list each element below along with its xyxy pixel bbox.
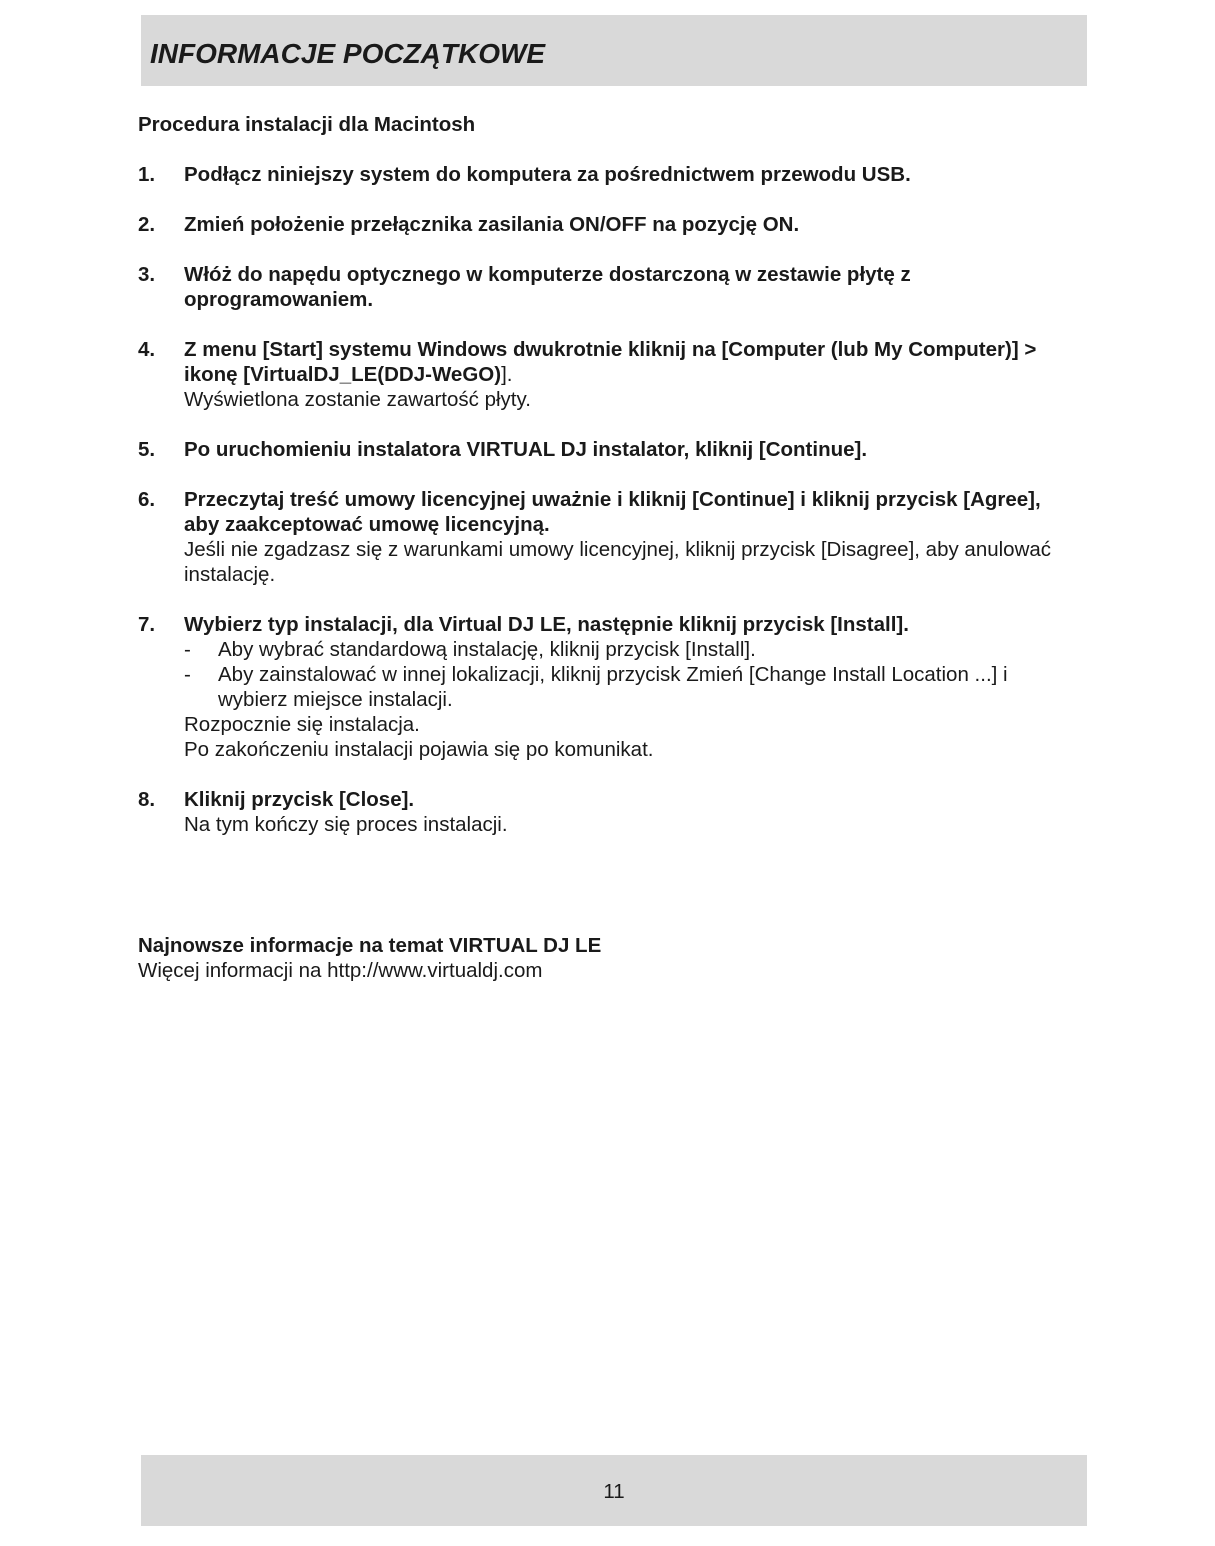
- step-instruction: Zmień położenie przełącznika zasilania ON/OFF na pozycję ON.: [184, 213, 800, 236]
- step-instruction-tail: ].: [501, 363, 513, 386]
- step-instruction: Włóż do napędu optycznego w komputerze dostarczoną w zestawie płytę z oprogramowaniem.: [184, 263, 911, 311]
- step-4: [138, 337, 1078, 412]
- step-instruction: Kliknij przycisk [Close].: [184, 788, 415, 811]
- step-body: [184, 437, 1078, 462]
- sub-item: [184, 662, 1078, 712]
- step-6: [138, 487, 1078, 587]
- step-number: 3.: [138, 263, 156, 286]
- step-body: [184, 337, 1078, 412]
- sub-item-dash: -: [184, 663, 191, 686]
- step-number: 7.: [138, 613, 156, 636]
- section-title: Procedura instalacji dla Macintosh: [138, 113, 476, 136]
- info-section: [138, 933, 1078, 983]
- step-note: Jeśli nie zgadzasz się z warunkami umowy licencyjnej, kliknij przycisk [Disagree], aby anulować instalację.: [184, 538, 1052, 586]
- step-instruction: Z menu [Start] systemu Windows dwukrotnie kliknij na [Computer (lub My Computer)] > ikonę [VirtualDJ_LE(DDJ-WeGO): [184, 338, 1037, 386]
- step-instruction: Przeczytaj treść umowy licencyjnej uważnie i kliknij [Continue] i kliknij przycisk [Agree], aby zaakceptować umowę licencyjną.: [184, 488, 1041, 536]
- step-note: Po zakończeniu instalacji pojawia się po komunikat.: [184, 738, 654, 761]
- step-number: 8.: [138, 788, 156, 811]
- step-5: [138, 437, 1078, 462]
- sub-item-text: Aby zainstalować w innej lokalizacji, kliknij przycisk Zmień [Change Install Location ...] i wybierz miejsce instalacji.: [218, 663, 1008, 711]
- step-body: [184, 262, 1078, 312]
- step-number: 1.: [138, 163, 156, 186]
- steps-list: [138, 162, 1078, 837]
- step-instruction-line: [184, 337, 1078, 387]
- header-bar: [141, 15, 1087, 86]
- step-number: 4.: [138, 338, 156, 361]
- step-note: Na tym kończy się proces instalacji.: [184, 813, 508, 836]
- step-7: [138, 612, 1078, 762]
- step-body: [184, 787, 1078, 837]
- step-number: 5.: [138, 438, 156, 461]
- sub-item: [184, 637, 1078, 662]
- step-body: [184, 212, 1078, 237]
- step-2: [138, 212, 1078, 237]
- step-note: Rozpocznie się instalacja.: [184, 713, 420, 736]
- page-number: 11: [603, 1480, 625, 1503]
- page-title: INFORMACJE POCZĄTKOWE: [150, 38, 546, 69]
- sub-item-dash: -: [184, 638, 191, 661]
- step-instruction: Po uruchomieniu instalatora VIRTUAL DJ instalator, kliknij [Continue].: [184, 438, 868, 461]
- footer-bar: [141, 1455, 1087, 1526]
- step-body: [184, 487, 1078, 587]
- main-content: [138, 112, 1078, 862]
- step-note: Wyświetlona zostanie zawartość płyty.: [184, 388, 531, 411]
- step-3: [138, 262, 1078, 312]
- step-body: [184, 162, 1078, 187]
- step-body: [184, 612, 1078, 762]
- step-1: [138, 162, 1078, 187]
- step-number: 2.: [138, 213, 156, 236]
- info-text: Więcej informacji na http://www.virtualdj.com: [138, 959, 543, 982]
- step-number: 6.: [138, 488, 156, 511]
- sub-item-text: Aby wybrać standardową instalację, kliknij przycisk [Install].: [218, 638, 756, 661]
- info-title: Najnowsze informacje na temat VIRTUAL DJ LE: [138, 934, 602, 957]
- step-instruction: Wybierz typ instalacji, dla Virtual DJ LE, następnie kliknij przycisk [Install].: [184, 613, 909, 636]
- step-instruction: Podłącz niniejszy system do komputera za pośrednictwem przewodu USB.: [184, 163, 911, 186]
- step-8: [138, 787, 1078, 837]
